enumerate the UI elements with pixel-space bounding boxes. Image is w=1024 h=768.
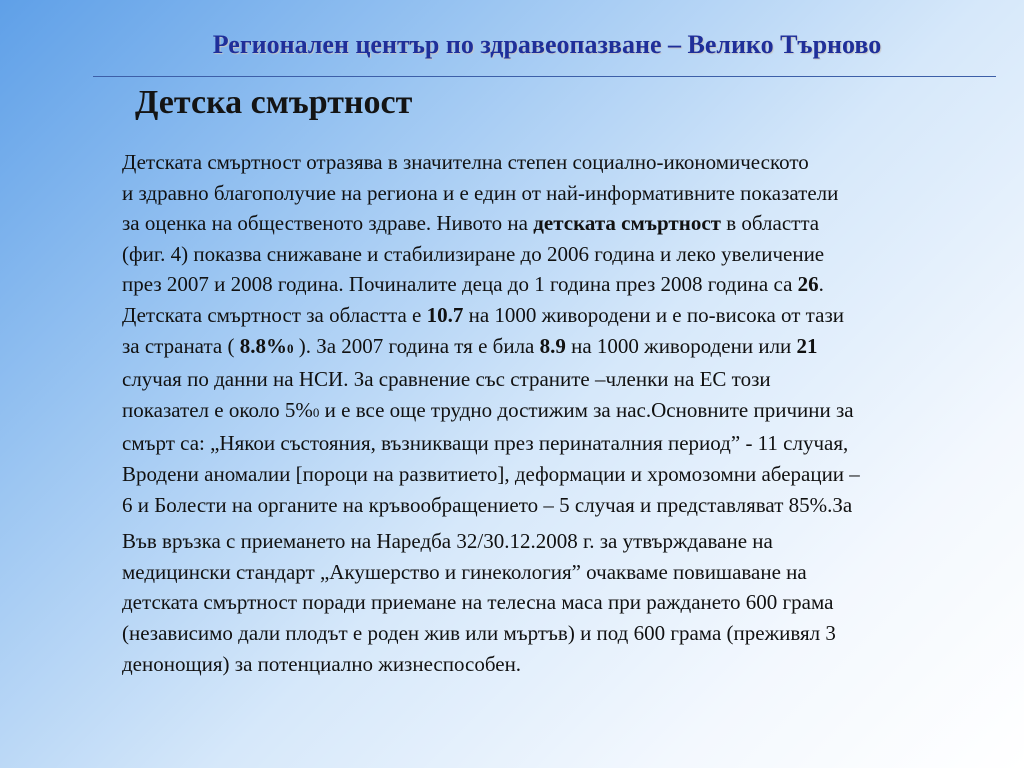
- text-line: Във връзка с приемането на Наредба 32/30.12.2008 г. за утвърждаване на: [122, 529, 773, 554]
- text-run: и е все още трудно достижим за нас.Основните причини за: [319, 397, 854, 422]
- text-run: на 1000 живородени и е по-висока от тази: [463, 302, 844, 327]
- text-line: [62, 208, 972, 239]
- text-line: [62, 239, 972, 270]
- text-run: смърт са: „Някои състояния, възникващи през перинаталния период” - 11 случая,: [122, 431, 849, 456]
- paragraph-regulation: [62, 526, 972, 679]
- text-run: ). За 2007 година тя е била: [293, 333, 540, 358]
- bold-term: детската смъртност: [533, 211, 721, 236]
- text-line: [62, 395, 972, 429]
- text-run: за страната (: [122, 333, 240, 358]
- bold-value: 8.9: [539, 333, 566, 358]
- text-line: [62, 428, 972, 459]
- text-line: [62, 147, 972, 178]
- text-run: показател е около 5%: [122, 397, 313, 422]
- text-run: и здравно благополучие на региона и е един от най-информативните показатели: [122, 180, 839, 205]
- text-run: в областта: [720, 211, 820, 236]
- text-run: Вродени аномалии [пороци на развитието], деформации и хромозомни аберации –: [122, 461, 860, 486]
- paragraph-infant-mortality: [62, 147, 972, 520]
- text-run: 6 и Болести на органите на кръвообращението – 5 случая и представляват 85%.За: [122, 492, 853, 517]
- text-line: [62, 300, 972, 331]
- organization-title: Регионален център по здравеопазване – Велико Търново: [212, 30, 882, 59]
- slide-body: [62, 147, 972, 679]
- bold-value: 10.7: [426, 302, 464, 327]
- permille-suffix: 0: [286, 340, 294, 356]
- bold-value: 26: [797, 272, 819, 297]
- text-run: Детската смъртност за областта е: [122, 302, 427, 327]
- text-line: [62, 364, 972, 395]
- bold-value: 8.8%: [239, 333, 287, 358]
- text-line: денонощия) за потенциално жизнеспособен.: [122, 651, 522, 676]
- text-line: [62, 269, 972, 300]
- bold-value: 21: [796, 333, 818, 358]
- text-line: [62, 490, 972, 521]
- text-run: през 2007 и 2008 година. Починалите деца до 1 година през 2008 година са: [122, 272, 798, 297]
- permille-suffix: 0: [312, 404, 320, 420]
- text-line: (независимо дали плодът е роден жив или мъртъв) и под 600 грама (преживял 3: [122, 620, 836, 645]
- slide-title: Детска смъртност: [135, 84, 413, 121]
- text-line: детската смъртност поради приемане на телесна маса при раждането 600 грама: [122, 590, 834, 615]
- text-run: (фиг. 4) показва снижаване и стабилизиране до 2006 година и леко увеличение: [122, 241, 825, 266]
- text-run: за оценка на общественото здраве. Нивото на: [122, 211, 534, 236]
- text-run: Детската смъртност отразява в значителна степен социално-икономическото: [122, 150, 809, 174]
- text-line: [62, 178, 972, 209]
- text-line: медицински стандарт „Акушерство и гинекология” очакваме повишаване на: [122, 559, 807, 584]
- text-line: [62, 459, 972, 490]
- text-line: [62, 331, 972, 365]
- text-run: случая по данни на НСИ. За сравнение със страните –членки на ЕС този: [122, 367, 771, 392]
- text-run: .: [818, 272, 824, 297]
- text-run: на 1000 живородени или: [565, 333, 797, 358]
- header-divider: [93, 76, 996, 77]
